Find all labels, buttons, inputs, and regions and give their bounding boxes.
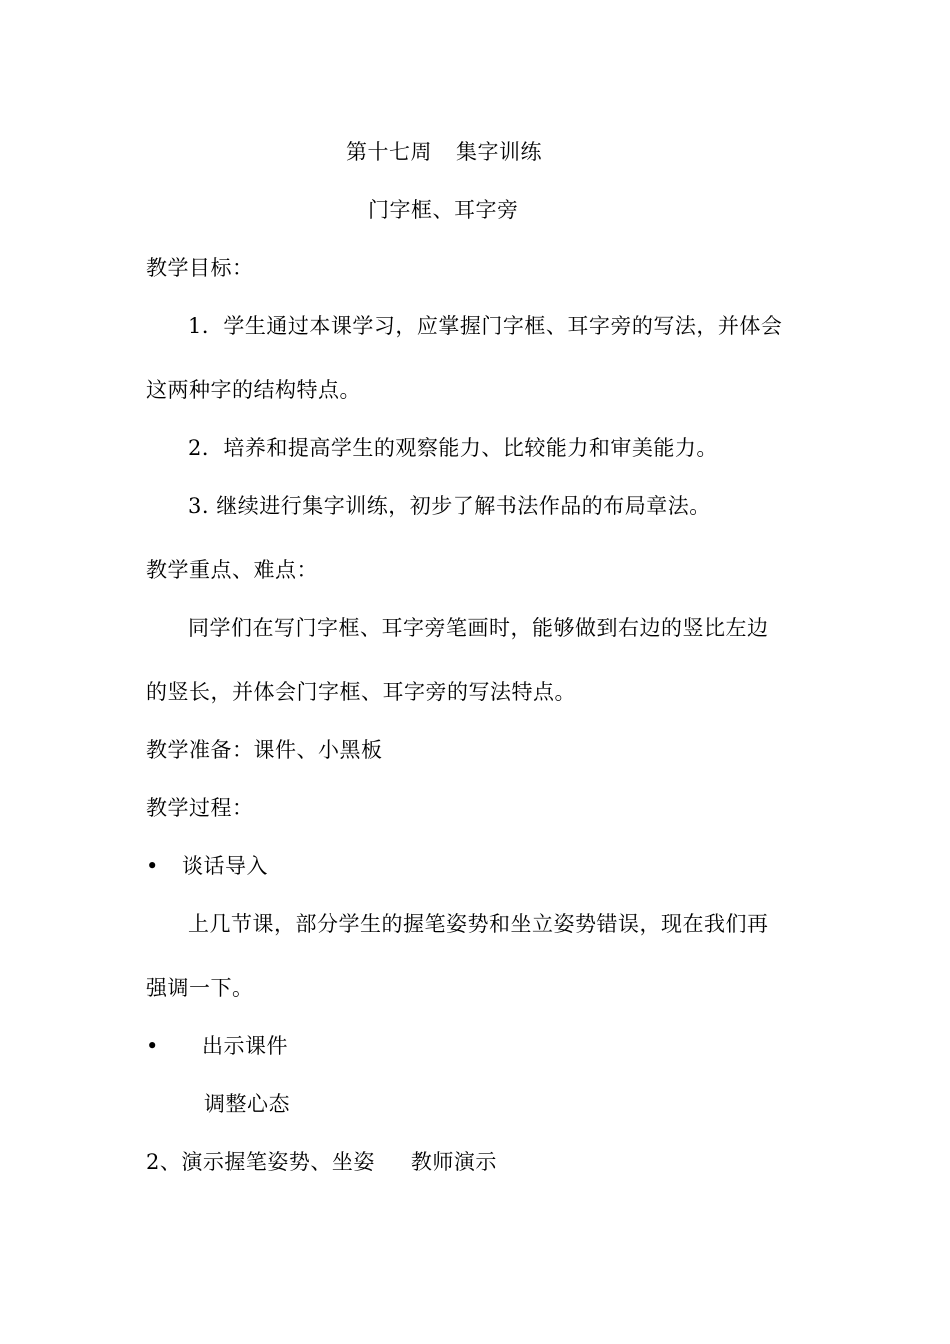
process-step-2 — [146, 1150, 497, 1174]
title-topic: 集字训练 — [456, 140, 542, 164]
goal-item-3: 3. 继续进行集字训练，初步了解书法作品的布局章法。 — [188, 494, 711, 518]
bullet-2-text: 出示课件 — [202, 1034, 288, 1058]
document-title — [346, 140, 542, 164]
goal-item-1-line-1: 1．学生通过本课学习，应掌握门字框、耳字旁的写法，并体会 — [188, 314, 783, 338]
bullet-1-paragraph-line-1: 上几节课，部分学生的握笔姿势和坐立姿势错误，现在我们再 — [188, 912, 769, 936]
goal-item-2: 2．培养和提高学生的观察能力、比较能力和审美能力。 — [188, 436, 718, 460]
process-bullet-1 — [146, 854, 268, 878]
key-points-heading: 教学重点、难点： — [146, 558, 318, 582]
title-week: 第十七周 — [346, 140, 432, 164]
process-heading: 教学过程： — [146, 796, 254, 820]
key-points-line-1: 同学们在写门字框、耳字旁笔画时，能够做到右边的竖比左边 — [188, 616, 769, 640]
step-2-text: 2、演示握笔姿势、坐姿 — [146, 1150, 375, 1174]
key-points-line-2: 的竖长，并体会门字框、耳字旁的写法特点。 — [146, 680, 576, 704]
goal-item-1-line-2: 这两种字的结构特点。 — [146, 378, 361, 402]
process-bullet-2 — [146, 1034, 288, 1058]
preparation-line: 教学准备：课件、小黑板 — [146, 738, 383, 762]
step-2-note: 教师演示 — [410, 1150, 497, 1174]
document-subtitle: 门字框、耳字旁 — [368, 198, 519, 222]
bullet-1-paragraph-line-2: 强调一下。 — [146, 976, 254, 1000]
bullet-icon: • — [146, 1034, 159, 1058]
bullet-icon: • — [146, 854, 159, 878]
goals-heading: 教学目标： — [146, 256, 254, 280]
bullet-1-text: 谈话导入 — [182, 854, 268, 878]
bullet-2-subitem: 调整心态 — [204, 1092, 290, 1116]
